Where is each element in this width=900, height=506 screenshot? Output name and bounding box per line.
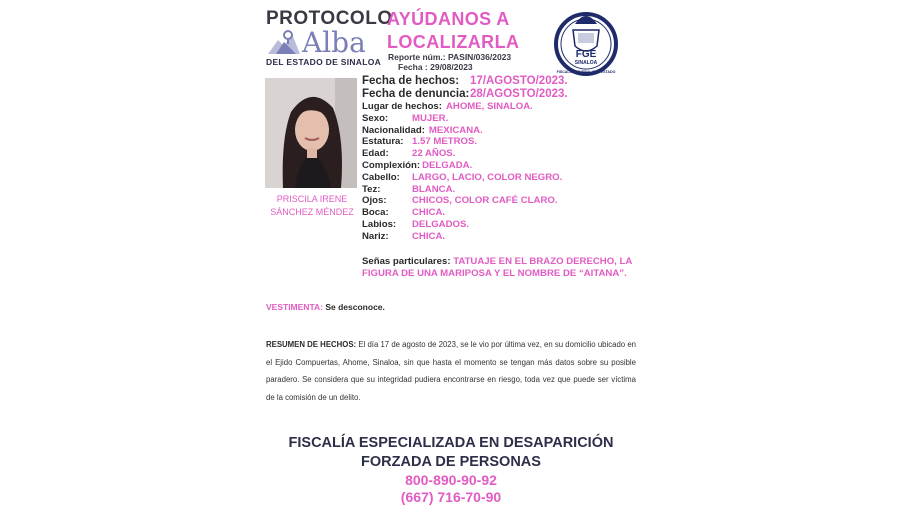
- alba-wordmark: Alba: [302, 26, 366, 59]
- field-row: [362, 125, 562, 137]
- field-row: [362, 184, 562, 196]
- field-row: [362, 148, 562, 160]
- senas-label: Señas particulares:: [362, 256, 451, 267]
- person-name: [262, 193, 362, 219]
- field-row: [362, 231, 562, 243]
- person-photo: [265, 78, 357, 188]
- fecha-hechos-label: Fecha de hechos:: [362, 75, 460, 87]
- seal-sinaloa-text: SINALOA: [574, 60, 598, 66]
- field-row: [362, 113, 562, 125]
- resumen-text: El día 17 de agosto de 2023, se le vio por última vez, en su domicilio ubicado en el Ejido Compuertas, Ahome, Sinaloa, sin que hasta el momento se tengan más datos sobre su posible paradero. Se considera que su integridad pudiera encontrarse en riesgo, toda vez que puede ser víctima de la comisión de un delito.: [266, 340, 636, 402]
- description-fields: [362, 101, 562, 243]
- field-label: Complexión:: [362, 159, 421, 171]
- footer-contact: [280, 434, 622, 506]
- field-label: Ojos:: [362, 195, 387, 207]
- vestimenta-label: VESTIMENTA:: [266, 302, 323, 312]
- vestimenta: [266, 302, 385, 312]
- fge-seal-logo: [551, 6, 621, 76]
- fecha-denuncia-label: Fecha de denuncia:: [362, 88, 470, 100]
- headline: [387, 8, 519, 54]
- field-row: [362, 172, 562, 184]
- vestimenta-value: Se desconoce.: [325, 302, 385, 312]
- field-label: Edad:: [362, 148, 389, 160]
- field-row: [362, 195, 562, 207]
- protocolo-title: PROTOCOLO: [266, 8, 393, 29]
- senas-particulares: [362, 256, 642, 280]
- field-label: Labios:: [362, 218, 397, 230]
- field-row: [362, 207, 562, 219]
- field-value: DELGADA.: [422, 159, 473, 171]
- field-value: CHICOS, COLOR CAFÉ CLARO.: [412, 195, 558, 207]
- footer-agency-line2: FORZADA DE PERSONAS: [361, 454, 541, 470]
- seal-fge-text: FGE: [575, 49, 597, 60]
- field-label: Nariz:: [362, 230, 389, 242]
- field-value: CHICA.: [412, 207, 446, 219]
- footer-phone-local[interactable]: (667) 716-70-90: [400, 489, 502, 505]
- field-row: [362, 101, 562, 113]
- field-label: Boca:: [362, 207, 389, 219]
- field-label: Tez:: [362, 183, 381, 195]
- field-label: Sexo:: [362, 112, 389, 124]
- footer-phone-tollfree[interactable]: 800-890-90-92: [405, 472, 497, 488]
- senas-value: TATUAJE EN EL BRAZO DERECHO, LA FIGURA DE UNA MARIPOSA Y EL NOMBRE DE “AITANA”.: [362, 256, 632, 279]
- field-value: DELGADOS.: [412, 218, 470, 230]
- report-info: [388, 52, 511, 72]
- field-value: AHOME, SINALOA.: [445, 101, 533, 112]
- headline-line2: LOCALIZARLA: [387, 32, 520, 52]
- field-label: Cabello:: [362, 171, 400, 183]
- footer-agency-line1: FISCALÍA ESPECIALIZADA EN DESAPARICIÓN: [288, 435, 614, 451]
- report-date: Fecha : 29/08/2023: [398, 62, 473, 72]
- report-number: Reporte núm.: PASIN/036/2023: [388, 52, 512, 62]
- field-row: [362, 219, 562, 231]
- field-label: Estatura:: [362, 136, 404, 148]
- field-label: Lugar de hechos:: [362, 101, 442, 112]
- person-name-line1: PRISCILA IRENE: [276, 194, 348, 204]
- fecha-hechos-value: 17/AGOSTO/2023.: [470, 75, 568, 87]
- resumen-hechos: [266, 336, 636, 406]
- field-value: MEXICANA.: [428, 124, 483, 136]
- person-name-line2: SÁNCHEZ MÉNDEZ: [270, 207, 354, 217]
- field-value: 22 AÑOS.: [412, 148, 456, 160]
- fecha-denuncia-value: 28/AGOSTO/2023.: [470, 88, 568, 100]
- dates-block: [362, 75, 568, 101]
- field-value: 1.57 METROS.: [412, 136, 478, 148]
- field-value: MUJER.: [412, 112, 449, 124]
- seal-ring-text: FISCALÍA GENERAL DEL ESTADO: [556, 70, 616, 74]
- field-label: Nacionalidad:: [362, 124, 425, 136]
- alba-subtitle: DEL ESTADO DE SINALOA: [266, 57, 382, 67]
- field-value: LARGO, LACIO, COLOR NEGRO.: [412, 171, 563, 183]
- field-value: BLANCA.: [412, 183, 456, 195]
- field-row: [362, 136, 562, 148]
- fecha-hechos-row: [362, 75, 568, 88]
- alba-logo-icon: [266, 28, 302, 56]
- field-value: CHICA.: [412, 230, 446, 242]
- headline-line1: AYÚDANOS A: [387, 9, 510, 29]
- resumen-label: RESUMEN DE HECHOS:: [266, 340, 357, 349]
- field-row: [362, 160, 562, 172]
- fecha-denuncia-row: [362, 88, 568, 101]
